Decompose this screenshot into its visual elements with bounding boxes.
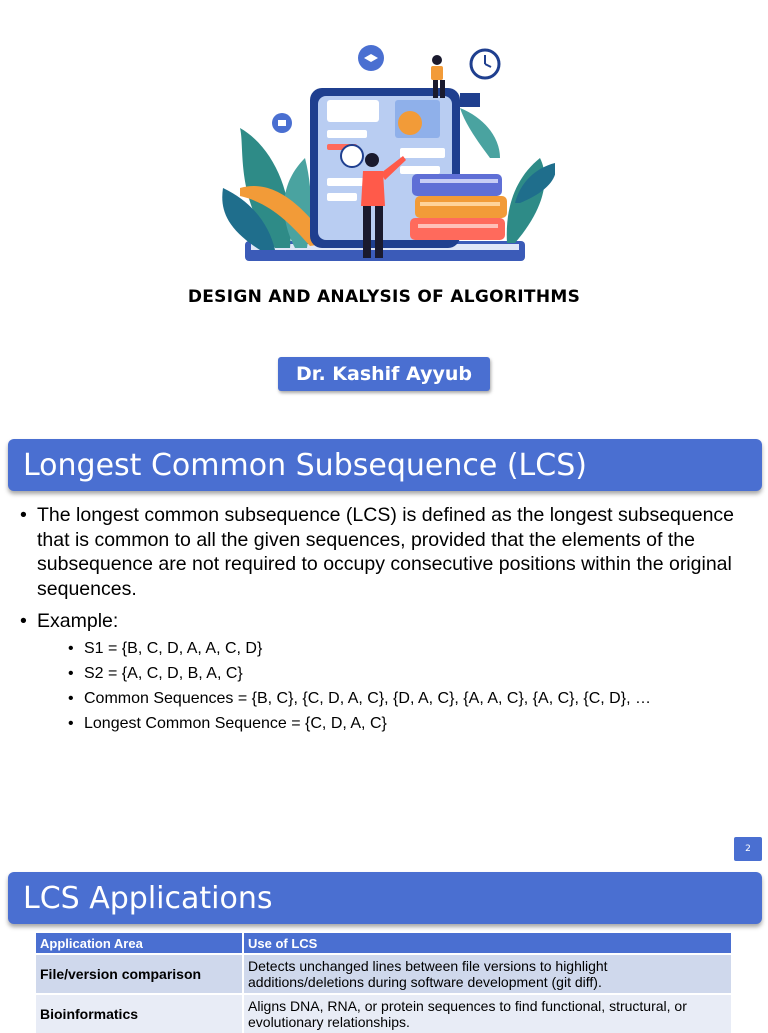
column-header-use: Use of LCS [243,933,732,954]
book-red [410,218,505,240]
definition-bullet [18,503,758,601]
table-cell-use: Detects unchanged lines between file versions to highlight additions/deletions during software development (git diff). [243,954,732,994]
column-header-area: Application Area [36,933,243,954]
list-item: • S2 = {A, C, D, B, A, C} [37,661,758,686]
author-badge: Dr. Kashif Ayyub [278,357,490,391]
lcs-title: Longest Common Subsequence (LCS) [23,447,587,483]
table-row [36,954,732,994]
table-row [36,994,732,1033]
list-item: • Longest Common Sequence = {C, D, A, C} [37,711,758,736]
definition-text: The longest common subsequence (LCS) is defined as the longest subsequence that is common to all the given sequences, provided that the elements of the subsequence are not required to occupy consecutive positions within the original sequences. [37,504,735,600]
course-title: DESIGN AND ANALYSIS OF ALGORITHMS [187,287,581,307]
table-header-row [36,933,732,954]
page-number: 2 [734,837,762,861]
hero-illustration [215,38,555,266]
title-slide [0,0,768,420]
table-cell-use: Aligns DNA, RNA, or protein sequences to find functional, structural, or evolutionary relationships. [243,994,732,1033]
book-orange [415,196,507,218]
applications-table [36,933,733,1033]
applications-title: LCS Applications [23,880,273,916]
book-blue [412,174,502,196]
list-item: • S1 = {B, C, D, A, A, C, D} [37,636,758,661]
list-item: • Common Sequences = {B, C}, {C, D, A, C}, {D, A, C}, {A, A, C}, {A, C}, {C, D}, … [37,686,758,711]
table-cell-area: File/version comparison [36,954,243,994]
person-sitting [432,55,442,65]
example-label: Example: [37,610,119,632]
example-list [37,636,758,736]
applications-title-banner [8,872,762,924]
example-bullet [18,609,758,736]
lcs-content [18,503,758,744]
table-cell-area: Bioinformatics [36,994,243,1033]
lcs-title-banner [8,439,762,491]
person [365,153,379,167]
